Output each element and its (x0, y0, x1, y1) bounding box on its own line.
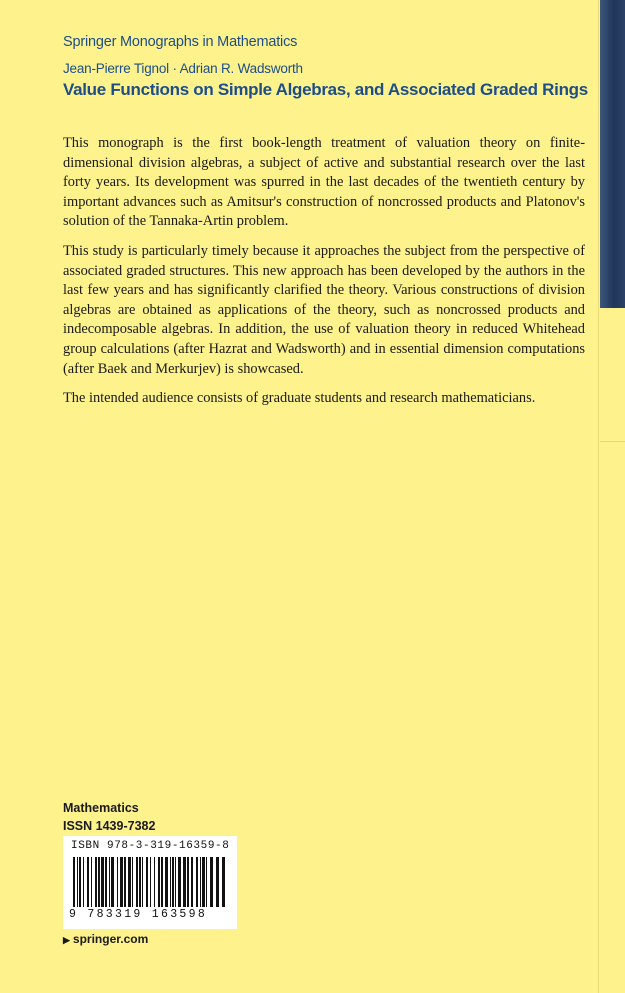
series-name: Springer Monographs in Mathematics (63, 34, 298, 50)
isbn-label: ISBN 978-3-319-16359-8 (71, 840, 230, 852)
barcode-bar (98, 857, 100, 907)
cover-edge (598, 0, 599, 993)
spine-band (600, 0, 625, 308)
barcode-bar (105, 857, 107, 907)
publisher-link[interactable] (63, 932, 148, 946)
blurb (63, 134, 585, 419)
ean-digits: 9 783319 163598 (69, 908, 208, 921)
barcode-bar (161, 857, 163, 907)
publisher-url: springer.com (72, 932, 149, 946)
barcode-bar (111, 857, 114, 907)
blurb-paragraph: This study is particularly timely because it approaches the subject from the perspective of associated graded structures. This new approach has been developed by the authors in the last few years and has significantly clarified the theory. Various constructions of division algebras are obtained as applications of the theory, such as noncrossed products and indecomposable algebras. In addition, the use of valuation theory in reduced Whitehead group calculations (after Hazrat and Wadsworth) and in essential dimension computations (after Baek and Merkurjev) is showcased. (63, 242, 585, 377)
barcode-bar (87, 857, 89, 907)
blurb-paragraph: The intended audience consists of graduate students and research mathematicians. (63, 390, 536, 407)
barcode (63, 836, 237, 929)
spine-divider (600, 441, 625, 442)
barcode-bar (178, 857, 181, 907)
barcode-bar (136, 857, 138, 907)
barcode-bar (101, 857, 104, 907)
barcode-bar (124, 857, 126, 907)
barcode-bar (196, 857, 198, 907)
barcode-bar (150, 857, 151, 907)
barcode-bar (142, 857, 143, 907)
barcode-bar (139, 857, 141, 907)
subject-block (63, 799, 155, 835)
subject-label: Mathematics (63, 801, 139, 815)
barcode-bar (120, 857, 123, 907)
barcode-bar (91, 857, 92, 907)
barcode-bar (146, 857, 148, 907)
barcode-bar (172, 857, 174, 907)
blurb-paragraph: This monograph is the first book-length treatment of valuation theory on finite-dimensional division algebras, a subject of active and substantial research over the last forty years. Its development was spurred in the last decades of the twentieth century by important advances such as Amitsur's construction of noncrossed products and Platonov's solution of the Tannaka-Artin problem. (63, 135, 585, 230)
barcode-bar (77, 857, 78, 907)
barcode-bar (202, 857, 205, 907)
triangle-arrow-icon: ▶ (63, 935, 70, 945)
barcode-bar (109, 857, 110, 907)
barcode-bar (95, 857, 97, 907)
barcode-bar (191, 857, 193, 907)
barcode-bar (79, 857, 81, 907)
barcode-bar (117, 857, 118, 907)
barcode-bar (132, 857, 133, 907)
barcode-bar (216, 857, 219, 907)
barcode-bar (210, 857, 213, 907)
barcode-bar (206, 857, 207, 907)
barcode-bar (158, 857, 160, 907)
issn: ISSN 1439-7382 (63, 819, 156, 833)
barcode-bars (71, 857, 229, 907)
barcode-bar (170, 857, 171, 907)
book-title: Value Functions on Simple Algebras, and Associated Graded Rings (63, 80, 588, 99)
barcode-bar (83, 857, 84, 907)
barcode-bar (73, 857, 75, 907)
barcode-bar (222, 857, 225, 907)
barcode-bar (154, 857, 155, 907)
authors: Jean-Pierre Tignol · Adrian R. Wadsworth (63, 61, 303, 76)
barcode-bar (175, 857, 176, 907)
barcode-bar (187, 857, 189, 907)
barcode-bar (165, 857, 168, 907)
barcode-bar (183, 857, 186, 907)
barcode-bar (200, 857, 201, 907)
barcode-bar (128, 857, 131, 907)
